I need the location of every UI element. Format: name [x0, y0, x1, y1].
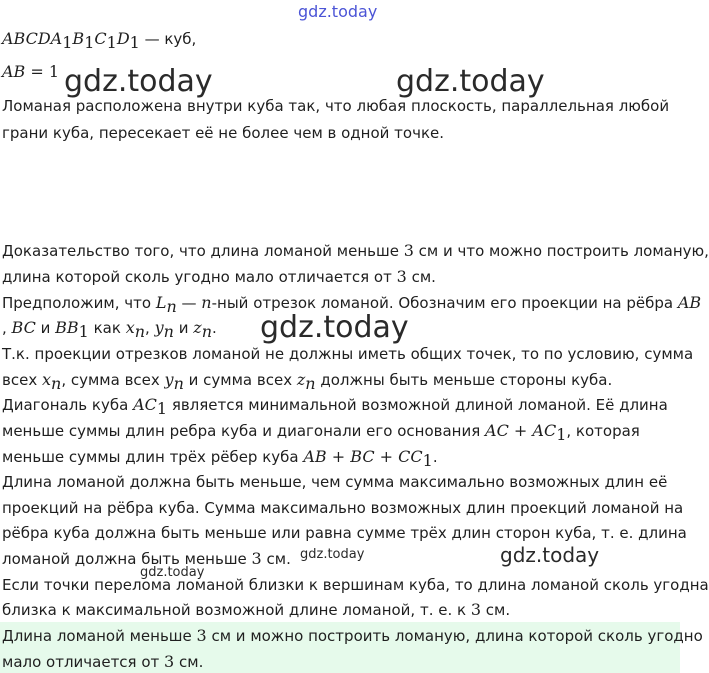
var-y: y: [154, 318, 164, 337]
diag-AC: AC: [133, 395, 157, 414]
watermark-middle: gdz.today: [260, 310, 409, 345]
t: см и можно построить ломаную, длина которой сколь угодно: [206, 627, 703, 645]
sub-n: n: [173, 374, 184, 393]
proof-line-4: [2, 317, 217, 339]
num-3: 3: [470, 600, 482, 619]
proof-line-1: [2, 240, 709, 262]
sub: 1: [84, 33, 95, 52]
cube-symbol-c: C: [94, 29, 107, 48]
num-3: 3: [396, 267, 407, 286]
t: , сумма всех: [61, 371, 165, 389]
var-z: z: [193, 318, 202, 337]
t: см.: [406, 268, 436, 286]
condition-line-1: Ломаная расположена внутри куба так, что любая плоскость, параллельная любой: [2, 97, 670, 115]
t: как: [88, 319, 126, 337]
edge-AB: AB: [303, 447, 327, 466]
condition-line-2: грани куба, пересекает её не более чем в одной точке.: [2, 124, 445, 142]
t: ,: [2, 319, 12, 337]
t: Предположим, что: [2, 294, 156, 312]
given-cube-line: [2, 28, 196, 50]
t: и: [35, 319, 56, 337]
sub: 1: [106, 33, 117, 52]
cube-symbol-b: B: [72, 29, 85, 48]
t: ломаной должна быть меньше: [2, 550, 252, 568]
proof-line-5: Т.к. проекции отрезков ломаной не должны иметь общих точек, то по условию, сумма: [2, 345, 694, 363]
sub-n: n: [201, 322, 212, 341]
edge-BC: BC: [11, 318, 36, 337]
t: -ный отрезок ломаной. Обозначим его проекции на рёбра: [211, 294, 678, 312]
t: мало отличается от: [2, 653, 165, 671]
t: меньше суммы длин ребра куба и диагонали его основания: [2, 422, 486, 440]
t: ,: [145, 319, 155, 337]
watermark-top: gdz.today: [298, 2, 378, 21]
t: длина которой сколь угодно мало отличается от: [2, 268, 397, 286]
cube-symbol: ABCDA: [2, 29, 63, 48]
t: .: [432, 448, 438, 466]
proof-line-6: [2, 369, 612, 391]
t: и: [173, 319, 194, 337]
t: Доказательство того, что длина ломаной меньше: [2, 242, 404, 260]
var-x: x: [125, 318, 135, 337]
cube-symbol-d: D: [116, 29, 130, 48]
t: близка к максимальной возможной длине ломаной, т. е. к: [2, 601, 471, 619]
t: см.: [261, 550, 291, 568]
proof-line-11: проекций на рёбра куба. Сумма максимально возможных длин проекций ломаной на: [2, 499, 684, 517]
t: всех: [2, 371, 42, 389]
sub: 1: [78, 322, 89, 341]
plus: +: [508, 421, 533, 440]
plus: +: [326, 447, 351, 466]
var-n: n: [201, 293, 212, 312]
sub: 1: [62, 33, 73, 52]
t: и сумма всех: [183, 371, 297, 389]
sub: 1: [156, 399, 168, 418]
var-z: z: [296, 370, 306, 389]
proof-line-8: [2, 420, 640, 442]
cube-text: — куб,: [139, 30, 197, 48]
edge-BC: BC: [350, 447, 375, 466]
sub-n: n: [166, 297, 177, 316]
diag-AC: AC: [485, 421, 509, 440]
t: Диагональ куба: [2, 396, 134, 414]
var-y: y: [164, 370, 174, 389]
edge-CC: CC: [398, 447, 423, 466]
t: является минимальной возможной длиной ломаной. Её длина: [167, 396, 668, 414]
t: см и что можно построить ломаную,: [413, 242, 709, 260]
proof-line-9: [2, 446, 438, 468]
num-3: 3: [164, 652, 175, 671]
sub-n: n: [305, 374, 316, 393]
proof-line-15: [2, 599, 510, 621]
proof-line-14: Если точки перелома ломаной близки к вершинам куба, то длина ломаной сколь угодна: [2, 576, 709, 594]
t: должны быть меньше стороны куба.: [315, 371, 613, 389]
ab-symbol: AB: [2, 62, 26, 81]
t: .: [212, 319, 217, 337]
plus: +: [374, 447, 399, 466]
edge-AB: AB: [677, 293, 702, 312]
var-L: L: [155, 293, 167, 312]
proof-line-2: [2, 266, 436, 288]
sub-n: n: [163, 322, 174, 341]
watermark-left: gdz.today: [64, 64, 213, 99]
watermark-small-2: gdz.today: [300, 547, 365, 562]
t: меньше суммы длин трёх рёбер куба: [2, 448, 304, 466]
answer-line-2: [2, 651, 203, 673]
t: см.: [481, 601, 511, 619]
num-3: 3: [251, 549, 262, 568]
t: , которая: [566, 422, 640, 440]
sub: 1: [422, 451, 433, 470]
answer-line-1: [2, 625, 703, 647]
t: см.: [174, 653, 204, 671]
proof-line-10: Длина ломаной должна быть меньше, чем сумма максимально возможных длин её: [2, 473, 668, 491]
diag-AC: AC: [532, 421, 557, 440]
num-3: 3: [403, 241, 414, 260]
proof-line-12: рёбра куба должна быть меньше или равна сумме трёх длин сторон куба, т. е. длина: [2, 524, 687, 542]
given-ab-line: [2, 61, 59, 83]
ab-value: = 1: [25, 62, 60, 81]
sub: 1: [129, 33, 140, 52]
watermark-right: gdz.today: [396, 64, 545, 99]
var-x: x: [41, 370, 51, 389]
proof-line-7: [2, 394, 668, 416]
watermark-small-1: gdz.today: [140, 565, 205, 580]
edge-BB: BB: [55, 318, 79, 337]
t: Длина ломаной меньше: [2, 627, 197, 645]
num-3: 3: [196, 626, 207, 645]
sub-n: n: [51, 374, 62, 393]
sub-n: n: [134, 322, 146, 341]
watermark-small-3: gdz.today: [500, 543, 600, 567]
sub: 1: [556, 425, 567, 444]
t: —: [176, 294, 202, 312]
